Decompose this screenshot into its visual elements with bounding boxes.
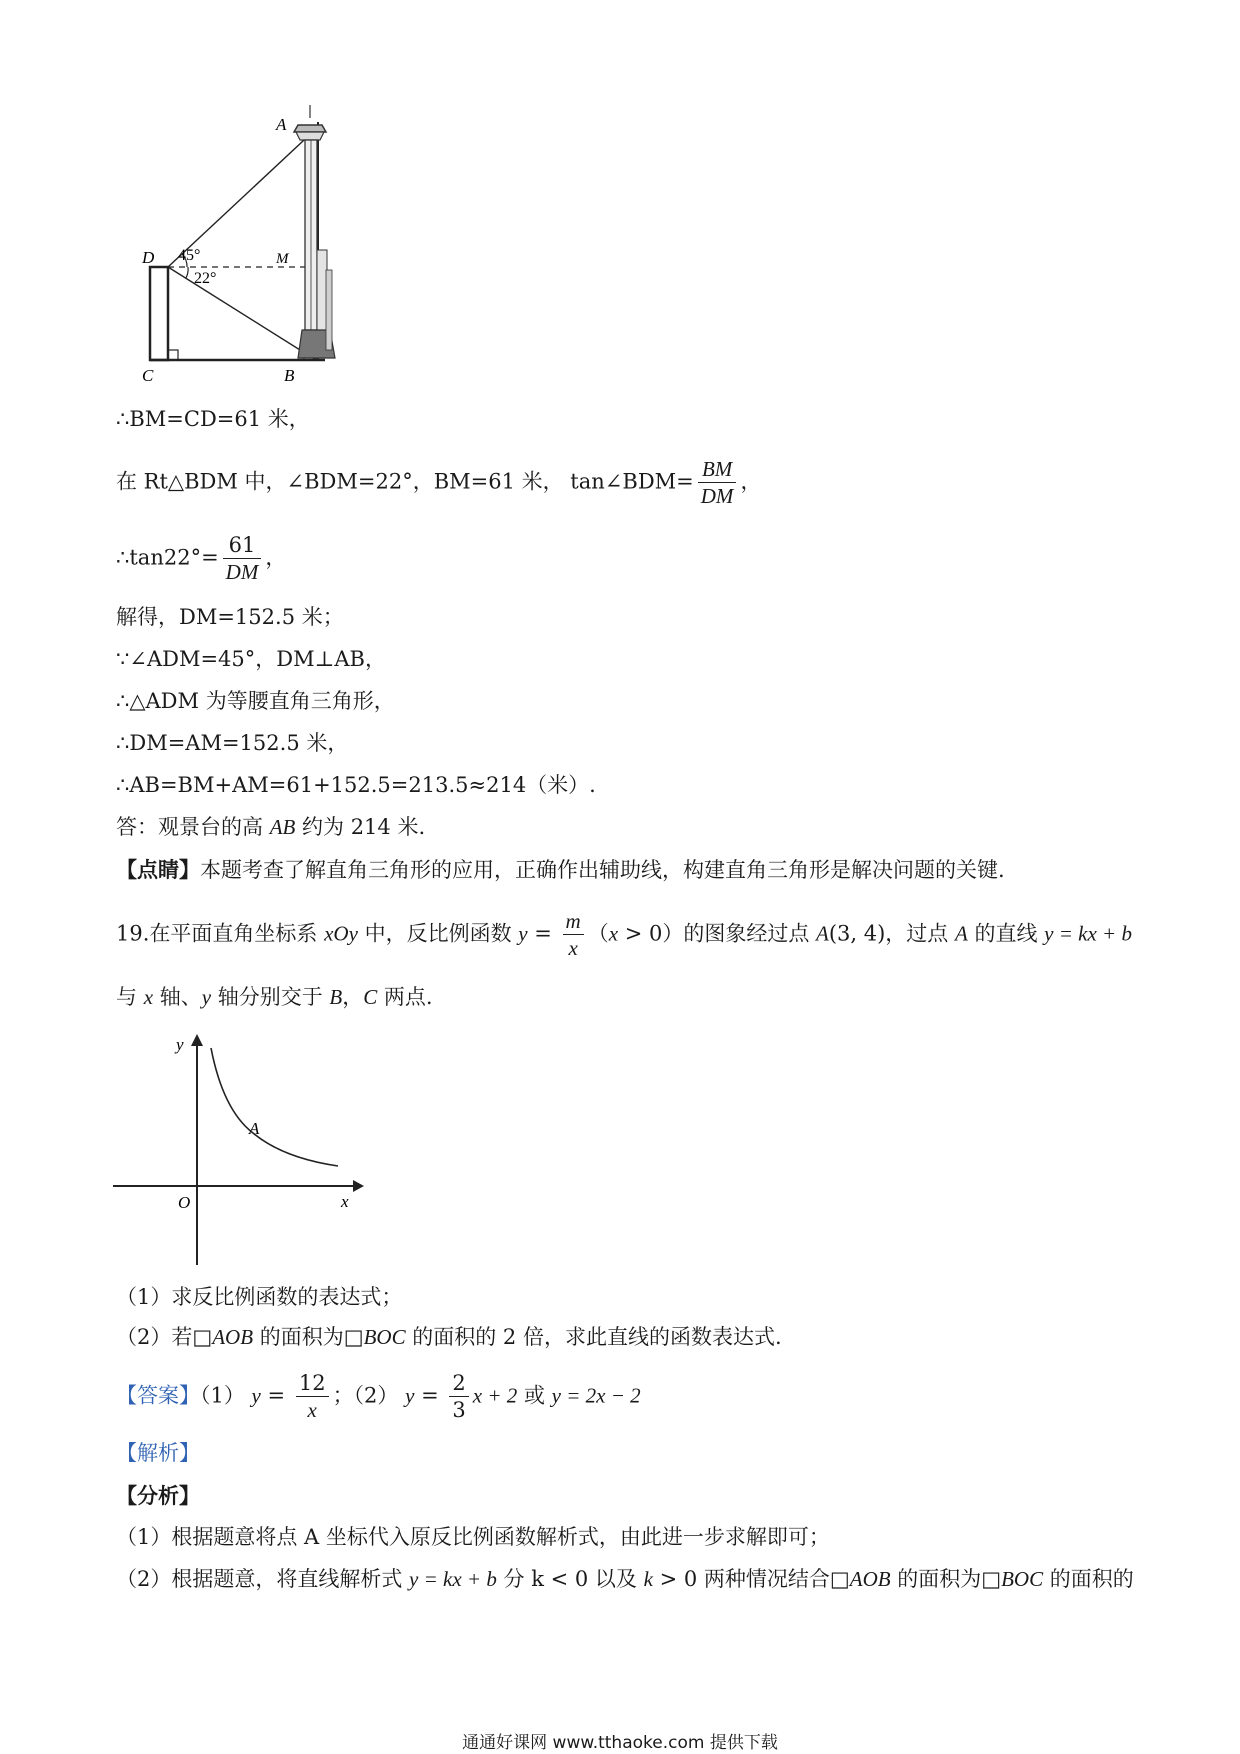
text-segment: =	[414, 1383, 446, 1408]
text-segment: > 0）的图象经过点	[618, 921, 817, 946]
triangle-box: □	[343, 1325, 364, 1349]
math-xoy: xOy	[324, 921, 358, 946]
text-segment: 轴、	[153, 985, 202, 1009]
math-boc: BOC	[1001, 1567, 1044, 1591]
text-segment: 中，反比例函数	[357, 921, 519, 946]
label-m: M	[276, 251, 289, 267]
label-b: B	[284, 366, 295, 385]
math-y: y	[251, 1383, 261, 1408]
math-ab: AB	[269, 815, 296, 839]
label-a-point: A	[249, 1119, 260, 1138]
math-expr: y = 2x − 2	[551, 1383, 641, 1408]
text-segment: （2）根据题意，将直线解析式	[116, 1567, 410, 1591]
label-a: A	[276, 115, 287, 134]
text-segment: ∴tan22°=	[116, 545, 219, 570]
subq-1: （1）求反比例函数的表达式；	[116, 1285, 403, 1309]
text-segment: ，	[740, 469, 762, 494]
tag-jiexi: 【解析】	[116, 1441, 200, 1465]
math-x: x	[608, 921, 619, 946]
frac-denominator: DM	[700, 484, 734, 509]
tag-fenxi: 【分析】	[116, 1483, 200, 1508]
text-segment: 在 Rt△BDM 中，∠BDM=22°，BM=61 米， tan∠BDM=	[116, 469, 694, 494]
math-x: x	[143, 985, 154, 1009]
fraction-bm-dm	[698, 456, 737, 510]
angle-arc-22	[186, 267, 188, 278]
math-line-eq: y = kx + b	[1044, 921, 1132, 946]
fraction-61-dm	[223, 532, 262, 586]
math-y: y	[201, 985, 212, 1009]
building-cd	[150, 267, 168, 360]
label-o: O	[178, 1193, 191, 1212]
text-segment: 的面积为	[253, 1325, 344, 1349]
analysis-2	[116, 1567, 1134, 1592]
tag-answer: 【答案】	[116, 1383, 200, 1408]
frac-denominator: 3	[452, 1398, 466, 1423]
fraction-2-3	[449, 1370, 468, 1424]
line-dm-am: ∴DM=AM=152.5 米，	[116, 731, 349, 755]
math-a: A	[816, 921, 829, 946]
math-aob: AOB	[212, 1325, 254, 1349]
frac-numerator: BM	[698, 456, 737, 483]
label-d: D	[142, 248, 155, 267]
math-k: k	[643, 1567, 653, 1591]
math-y: y	[405, 1383, 415, 1408]
math-expr: x + 2	[472, 1383, 518, 1408]
math-y: y	[518, 921, 528, 946]
label-y: y	[176, 1035, 184, 1054]
math-a: A	[954, 921, 968, 946]
text-segment: 与	[116, 985, 144, 1009]
text-segment: ，	[342, 985, 364, 1009]
hyperbola-graph	[108, 1030, 368, 1270]
frac-denominator: x	[568, 936, 578, 961]
line-bm-cd: ∴BM=CD=61 米，	[116, 407, 310, 431]
fraction-12-x	[296, 1370, 329, 1424]
math-c: C	[363, 985, 378, 1009]
text-segment: 分 k < 0 以及	[496, 1567, 644, 1591]
math-line-eq: y = kx + b	[409, 1567, 497, 1591]
text-segment: > 0 两种情况结合	[652, 1567, 830, 1591]
line-solve-dm: 解得，DM=152.5 米；	[116, 605, 344, 629]
line-because: ∵∠ADM=45°，DM⊥AB，	[116, 647, 386, 671]
text-segment: 两点.	[377, 985, 433, 1009]
frac-numerator: 12	[296, 1370, 329, 1397]
frac-denominator: DM	[225, 560, 259, 585]
label-45: 45°	[178, 247, 201, 264]
subq-2	[116, 1325, 782, 1350]
text-segment: 本题考查了解直角三角形的应用，正确作出辅助线，构建直角三角形是解决问题的关键.	[200, 858, 1005, 882]
label-x: x	[341, 1192, 349, 1211]
text-segment: ；（2）	[332, 1383, 406, 1408]
text-segment: 19.在平面直角坐标系	[116, 921, 325, 946]
math-aob: AOB	[849, 1567, 891, 1591]
answer-line	[116, 1370, 641, 1424]
q19-line2	[116, 985, 433, 1010]
line-answer-18	[116, 815, 425, 840]
tag-dianjing: 【点睛】	[116, 857, 200, 882]
line-tan22	[116, 532, 286, 586]
text-segment: 的面积的	[1043, 1567, 1134, 1591]
right-angle-c	[168, 350, 178, 360]
line-isosceles: ∴△ADM 为等腰直角三角形，	[116, 689, 395, 713]
text-segment: 答：观景台的高	[116, 815, 270, 839]
hyperbola-curve	[211, 1048, 338, 1166]
text-segment: =	[527, 921, 559, 946]
q19-line1	[116, 908, 1132, 962]
label-22: 22°	[194, 270, 217, 287]
y-axis-arrow	[191, 1034, 203, 1046]
text-segment: 的直线	[967, 921, 1045, 946]
text-segment: (3, 4)，过点	[828, 921, 955, 946]
line-da	[168, 127, 318, 267]
triangle-box: □	[829, 1567, 850, 1591]
line-tan-bdm	[116, 456, 761, 510]
frac-numerator: m	[563, 908, 584, 935]
text-segment: 的面积的 2 倍，求此直线的函数表达式.	[405, 1325, 782, 1349]
fraction-m-x	[563, 908, 584, 962]
text-segment: =	[260, 1383, 292, 1408]
triangle-box: □	[981, 1567, 1002, 1591]
frac-numerator: 61	[223, 532, 262, 559]
triangle-box: □	[192, 1325, 213, 1349]
text-segment: 约为 214 米.	[295, 815, 426, 839]
analysis-1: （1）根据题意将点 A 坐标代入原反比例函数解析式，由此进一步求解即可；	[116, 1525, 830, 1549]
x-axis-arrow	[353, 1180, 364, 1192]
text-segment: （1）	[200, 1383, 252, 1408]
text-segment: 或	[517, 1383, 552, 1408]
text-segment: 轴分别交于	[211, 985, 330, 1009]
math-boc: BOC	[363, 1325, 406, 1349]
text-segment: （2）若	[116, 1325, 193, 1349]
tower-diagram	[130, 100, 410, 390]
label-c: C	[142, 366, 154, 385]
line-db	[168, 267, 316, 360]
text-segment: （	[587, 921, 609, 946]
line-ab-total: ∴AB=BM+AM=61+152.5=213.5≈214（米）.	[116, 773, 596, 797]
frac-numerator: 2	[449, 1370, 468, 1397]
line-dianjing	[116, 857, 1005, 883]
text-segment: 的面积为	[890, 1567, 982, 1591]
math-b: B	[329, 985, 343, 1009]
page-footer: 通通好课网 www.tthaoke.com 提供下载	[462, 1733, 778, 1753]
text-segment: ，	[265, 545, 287, 570]
frac-denominator: x	[307, 1398, 317, 1423]
